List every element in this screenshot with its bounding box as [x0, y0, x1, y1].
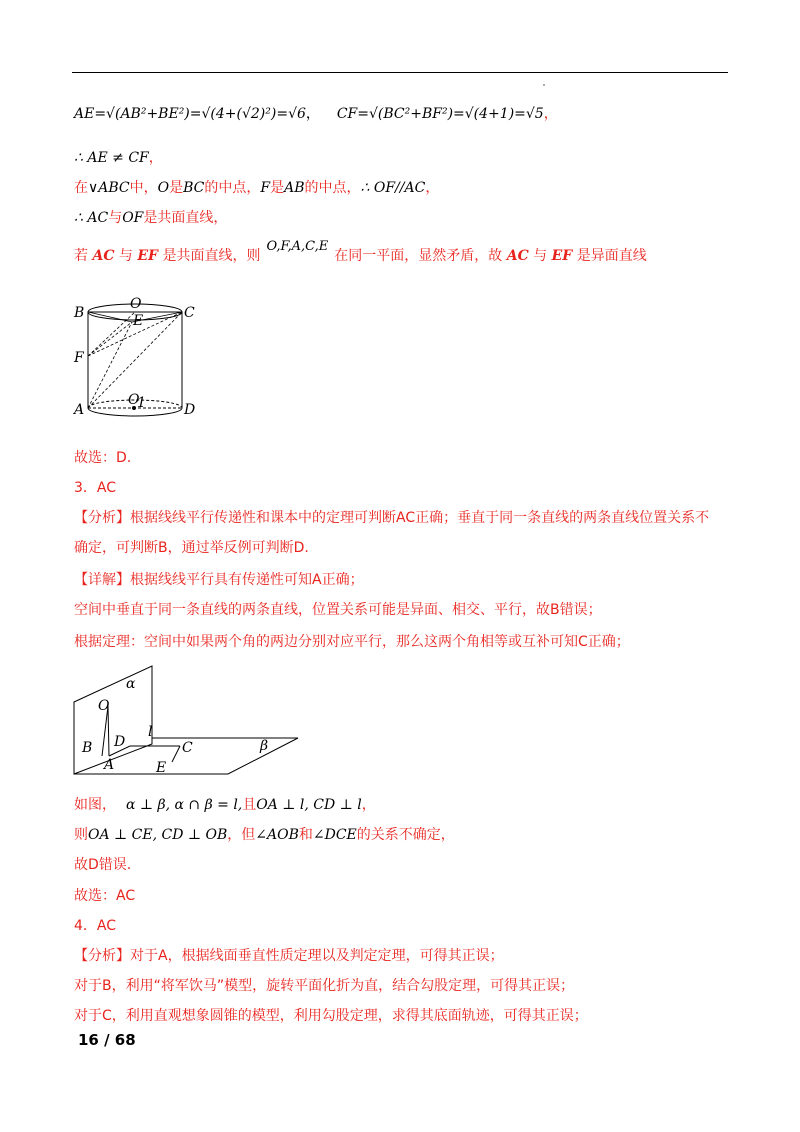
line-skew-conclusion	[74, 239, 647, 267]
label-e: E	[156, 760, 167, 776]
text: 是异面直线	[572, 248, 647, 264]
text: 且	[242, 797, 257, 813]
text: 则	[74, 827, 88, 843]
scan-dot	[543, 84, 545, 86]
text: 与	[114, 248, 138, 264]
ac-math: ∴ AC	[74, 210, 109, 226]
q3-heading: 3．AC	[74, 480, 117, 496]
label-o1-sub: 1	[137, 395, 146, 411]
comma: ，	[148, 150, 163, 166]
text: 的中点，	[304, 180, 361, 196]
label-l: l	[148, 724, 153, 740]
formula-line-ae-cf	[74, 104, 558, 124]
perp-math: OA ⊥ CE, CD ⊥ OB	[88, 827, 228, 843]
triangle-math: ∨ABC	[88, 180, 130, 196]
line-coplanar	[74, 208, 227, 228]
point-o: O	[157, 180, 170, 196]
label-c: C	[182, 740, 193, 756]
angle-aob: ∠AOB	[255, 827, 299, 843]
label-alpha: α	[126, 676, 136, 692]
q3-detail-2: 空间中垂直于同一条直线的两条直线，位置关系可能是异面、相交、平行，故B错误；	[74, 602, 602, 618]
text: 中，	[129, 180, 158, 196]
label-b: B	[82, 740, 93, 756]
text: 是	[270, 180, 285, 196]
end-comma: ，	[543, 106, 558, 122]
page-number: 16 / 68	[78, 1031, 136, 1049]
ae-neq-cf-math: ∴ AE ≠ CF	[74, 150, 149, 166]
parallel-math: ∴ OF//AC	[360, 180, 426, 196]
text: ，但	[227, 827, 256, 843]
plane-math: α ⊥ β, α ∩ β = l,	[126, 797, 243, 813]
perp-math: OA ⊥ l, CD ⊥ l	[256, 797, 362, 813]
angle-dce: ∠DCE	[312, 827, 357, 843]
text: 的关系不确定，	[356, 827, 455, 843]
text: 在	[74, 180, 88, 196]
ef-bold: EF	[137, 248, 158, 264]
label-f: F	[74, 350, 84, 366]
text: 是共面直线，则	[158, 248, 261, 264]
q3-analysis-2: 确定，可判断B，通过举反例可判断D.	[74, 540, 309, 556]
label-a: A	[74, 402, 85, 418]
point-f: F	[260, 180, 271, 196]
label-a: A	[104, 757, 115, 773]
ae-formula: AE=√(AB²+BE²)=√(4+(√2)²)=√6	[74, 106, 306, 122]
line-midpoints	[74, 178, 439, 198]
ac-bold: AC	[92, 248, 115, 264]
q4-analysis-1: 【分析】对于A，根据线面垂直性质定理以及判定定理，可得其正误；	[74, 948, 504, 964]
label-o: O	[98, 698, 110, 714]
label-d: D	[114, 734, 126, 750]
of-math: OF	[122, 210, 144, 226]
q4-heading: 4．AC	[74, 918, 117, 934]
ef-bold: EF	[551, 248, 573, 264]
label-c: C	[184, 305, 195, 321]
text: ，	[361, 797, 376, 813]
q4-analysis-3: 对于C，利用直观想象圆锥的模型，利用勾股定理，求得其底面轨迹，可得其正误；	[74, 1008, 588, 1024]
label-beta: β	[260, 738, 269, 754]
label-o: O	[130, 296, 142, 312]
line-ae-neq-cf	[74, 148, 163, 168]
segment-ce	[172, 746, 180, 762]
answer-ac: 故选：AC	[74, 888, 136, 904]
d-wrong: 故D错误.	[74, 857, 132, 873]
label-e: E	[133, 313, 144, 329]
planes-figure	[68, 662, 304, 782]
segment-bc: BC	[183, 180, 205, 196]
text: 是共面直线，	[143, 210, 228, 226]
answer-d: 故选：D.	[74, 450, 132, 466]
segment-be	[88, 312, 132, 322]
text: 与	[108, 210, 123, 226]
text: ，	[425, 180, 440, 196]
segment-fe	[88, 322, 132, 356]
q4-analysis-2: 对于B，利用“将军饮马”模型，旋转平面化折为直，结合勾股定理，可得其正误；	[74, 978, 575, 994]
q3-detail-3: 根据定理：空间中如果两个角的两边分别对应平行，那么这两个角相等或互补可知C正确；	[74, 634, 630, 650]
label-b: B	[74, 305, 85, 321]
text: 和	[298, 827, 313, 843]
header-rule	[72, 72, 728, 73]
q3-detail-1: 【详解】根据线线平行具有传递性可知A正确；	[74, 572, 364, 588]
separator: ，	[305, 106, 320, 122]
text: 与	[528, 248, 552, 264]
ac-bold: AC	[506, 248, 529, 264]
label-o1: O	[128, 392, 140, 408]
q3-analysis-1: 【分析】根据线线平行传递性和课本中的定理可判断AC正确；垂直于同一条直线的两条直线位置关系不	[74, 510, 710, 526]
text: 如图，	[74, 797, 116, 813]
cf-formula: CF=√(BC²+BF²)=√(4+1)=√5	[336, 106, 544, 122]
points-math: O,F,A,C,E	[266, 239, 329, 254]
label-d: D	[184, 402, 196, 418]
segment-ab: AB	[284, 180, 305, 196]
text: 的中点，	[204, 180, 261, 196]
text: 在同一平面，显然矛盾，故	[334, 248, 507, 264]
cylinder-figure	[70, 292, 210, 422]
line-example	[74, 795, 376, 815]
line-counterexample	[74, 825, 455, 845]
text: 是	[169, 180, 184, 196]
text: 若	[74, 248, 93, 264]
